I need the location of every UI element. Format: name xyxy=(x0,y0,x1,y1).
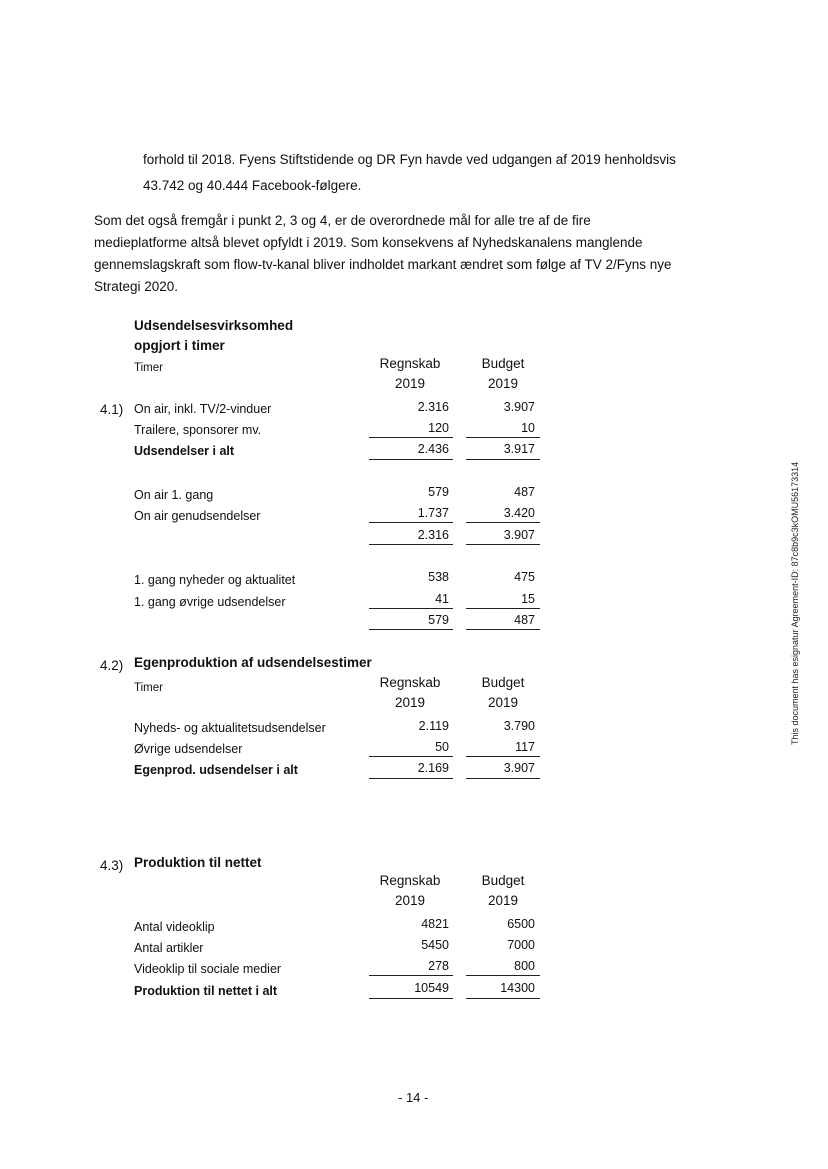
underline-rule xyxy=(466,629,540,630)
table-cell-regnskab: 538 xyxy=(428,570,449,584)
table-cell-budget-total: 14300 xyxy=(500,981,535,995)
table-cell-budget-total: 3.907 xyxy=(503,528,535,542)
table-row-label-total: Produktion til nettet i alt xyxy=(134,984,278,998)
table-row-label-total: Udsendelser i alt xyxy=(134,444,235,458)
underline-rule xyxy=(369,437,453,438)
sec41-col-regnskab-year: 2019 xyxy=(394,376,426,391)
table-cell-regnskab: 50 xyxy=(435,740,449,754)
table-cell-regnskab: 2.316 xyxy=(417,400,449,414)
table-cell-budget: 487 xyxy=(514,485,535,499)
sec43-col-budget: Budget xyxy=(481,873,525,888)
table-cell-budget: 7000 xyxy=(507,938,535,952)
para2-line-2: medieplatforme altså blevet opfyldt i 2019. Som konsekvens af Nyhedskanalens manglende xyxy=(94,235,643,250)
table-cell-regnskab: 4821 xyxy=(421,917,449,931)
table-row-label: Antal artikler xyxy=(134,941,204,955)
underline-rule xyxy=(466,437,540,438)
table-row-label: 1. gang nyheder og aktualitet xyxy=(134,573,296,587)
underline-rule xyxy=(369,522,453,523)
sec41-number: 4.1) xyxy=(100,402,124,417)
table-cell-regnskab-total: 579 xyxy=(428,613,449,627)
table-cell-budget: 3.907 xyxy=(503,400,535,414)
sec42-col-budget-year: 2019 xyxy=(487,695,519,710)
sec43-col-regnskab-year: 2019 xyxy=(394,893,426,908)
underline-rule xyxy=(466,778,540,779)
table-row-label: Trailere, sponsorer mv. xyxy=(134,423,262,437)
underline-rule xyxy=(369,629,453,630)
sec42-unit: Timer xyxy=(134,682,163,694)
page-number: - 14 - xyxy=(398,1090,429,1105)
sec41-col-budget-year: 2019 xyxy=(487,376,519,391)
underline-rule xyxy=(369,459,453,460)
underline-rule xyxy=(369,756,453,757)
sec43-number: 4.3) xyxy=(100,858,124,873)
underline-rule xyxy=(466,522,540,523)
table-cell-budget: 800 xyxy=(514,959,535,973)
table-cell-regnskab: 278 xyxy=(428,959,449,973)
table-cell-regnskab-total: 2.169 xyxy=(417,761,449,775)
sec41-col-budget: Budget xyxy=(481,356,525,371)
table-row-label: On air genudsendelser xyxy=(134,509,261,523)
underline-rule xyxy=(466,756,540,757)
sec41-col-regnskab: Regnskab xyxy=(379,356,441,371)
table-cell-regnskab-total: 2.436 xyxy=(417,442,449,456)
sec42-title: Egenproduktion af udsendelsestimer xyxy=(134,655,372,670)
underline-rule xyxy=(466,459,540,460)
underline-rule xyxy=(369,544,453,545)
sec42-col-budget: Budget xyxy=(481,675,525,690)
table-cell-budget: 10 xyxy=(521,421,535,435)
table-row-label: Antal videoklip xyxy=(134,920,215,934)
intro-line-1: forhold til 2018. Fyens Stiftstidende og DR Fyn havde ved udgangen af 2019 henholdsvis xyxy=(143,152,676,167)
table-cell-budget-total: 3.907 xyxy=(503,761,535,775)
para2-line-3: gennemslagskraft som flow-tv-kanal bliver indholdet markant ændret som følge af TV 2/Fyns nye xyxy=(94,257,672,272)
underline-rule xyxy=(466,998,540,999)
table-cell-regnskab: 120 xyxy=(428,421,449,435)
para2-line-4: Strategi 2020. xyxy=(94,279,179,294)
table-row-label-total: Egenprod. udsendelser i alt xyxy=(134,763,298,777)
table-cell-budget: 117 xyxy=(515,740,535,754)
sec41-unit: Timer xyxy=(134,362,163,374)
sec43-col-budget-year: 2019 xyxy=(487,893,519,908)
table-row-label: Øvrige udsendelser xyxy=(134,742,243,756)
table-cell-budget-total: 3.917 xyxy=(503,442,535,456)
table-cell-budget: 3.790 xyxy=(503,719,535,733)
para2-line-1: Som det også fremgår i punkt 2, 3 og 4, er de overordnede mål for alle tre af de fire xyxy=(94,213,591,228)
table-row-label: Nyheds- og aktualitetsudsendelser xyxy=(134,721,326,735)
underline-rule xyxy=(369,998,453,999)
table-cell-budget: 15 xyxy=(521,592,535,606)
underline-rule xyxy=(369,975,453,976)
sec41-title-line-2: opgjort i timer xyxy=(134,338,225,353)
intro-line-2: 43.742 og 40.444 Facebook-følgere. xyxy=(143,178,362,193)
sec41-title-line-1: Udsendelsesvirksomhed xyxy=(134,318,294,333)
table-cell-regnskab: 5450 xyxy=(421,938,449,952)
underline-rule xyxy=(466,608,540,609)
table-row-label: On air 1. gang xyxy=(134,488,214,502)
signature-margin-note: This document has esignatur Agreement-ID: 87c8b9c3kOMU56173314 xyxy=(790,461,800,745)
table-cell-budget: 3.420 xyxy=(503,506,535,520)
table-cell-regnskab: 1.737 xyxy=(417,506,449,520)
sec42-number: 4.2) xyxy=(100,658,124,673)
table-row-label: On air, inkl. TV/2-vinduer xyxy=(134,402,272,416)
table-cell-regnskab: 2.119 xyxy=(418,719,449,733)
table-row-label: Videoklip til sociale medier xyxy=(134,962,282,976)
sec43-col-regnskab: Regnskab xyxy=(379,873,441,888)
sec42-col-regnskab: Regnskab xyxy=(379,675,441,690)
table-row-label: 1. gang øvrige udsendelser xyxy=(134,595,286,609)
underline-rule xyxy=(466,975,540,976)
table-cell-regnskab: 579 xyxy=(428,485,449,499)
underline-rule xyxy=(369,778,453,779)
sec42-col-regnskab-year: 2019 xyxy=(394,695,426,710)
sec43-title: Produktion til nettet xyxy=(134,855,262,870)
table-cell-regnskab-total: 10549 xyxy=(414,981,449,995)
table-cell-budget-total: 487 xyxy=(514,613,535,627)
underline-rule xyxy=(466,544,540,545)
underline-rule xyxy=(369,608,453,609)
table-cell-regnskab: 41 xyxy=(435,592,449,606)
table-cell-budget: 475 xyxy=(514,570,535,584)
table-cell-regnskab-total: 2.316 xyxy=(417,528,449,542)
table-cell-budget: 6500 xyxy=(507,917,535,931)
